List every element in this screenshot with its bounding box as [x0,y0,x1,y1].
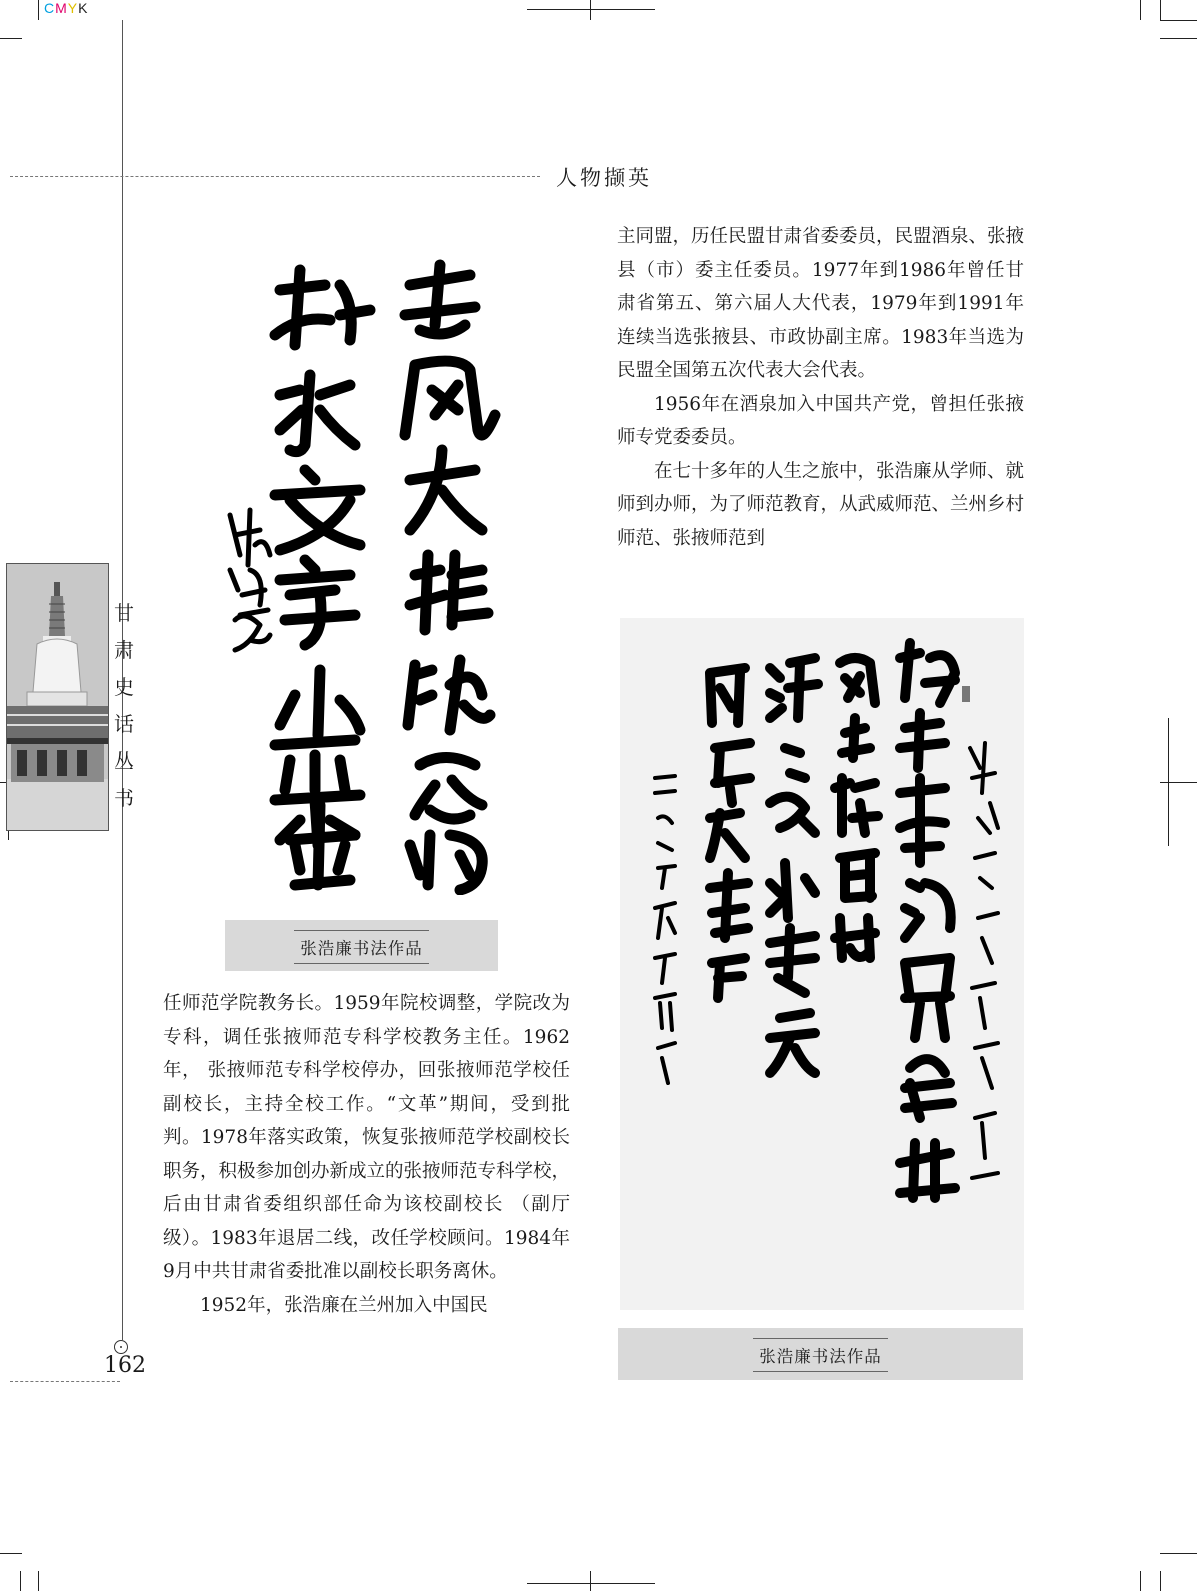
right-column-text [617,220,1024,555]
crop-mark [1160,38,1197,39]
page-number: 162 [104,1353,146,1378]
registration-mark [527,1583,655,1584]
paragraph: 1952年，张浩廉在兰州加入中国民 [200,1294,488,1316]
caption-text: 张浩廉书法作品 [294,930,429,964]
crop-mark [38,1571,39,1591]
footer-dashed-rule [10,1381,120,1382]
crop-mark [38,0,39,20]
crop-mark [1160,1553,1197,1554]
registration-mark [590,0,591,20]
registration-mark [590,1571,591,1591]
calligraphy-artwork-2 [620,618,1024,1310]
header-dashed-rule [10,176,540,177]
crop-mark [1160,0,1161,20]
paragraph: 1956年在酒泉加入中国共产党，曾担任张掖师专党委委员。 [617,393,1024,448]
crop-mark [1160,20,1197,21]
crop-mark [20,1571,21,1591]
calligraphy-artwork-1 [220,245,510,895]
series-title: 甘 肃 史 话 丛 书 [114,601,134,810]
calligraphy-caption-1 [225,920,498,971]
paragraph: 任师范学院教务长。1959年院校调整，学院改为专科，调任张掖师范专科学校教务主任。1962年， 张掖师范专科学校停办，回张掖师范学校任副校长，主持全校工作。“文革”期间，受到批判。1978年落实政策，恢复张掖师范学校副校长职务，积极参加创办新成立的张掖师范专科学校，后由甘肃省委组织部任命为该校副校长 （副厅级）。1983年退居二线，改任学校顾问。1984年9月中共甘肃省委批准以副校长职务离休。 [163,993,571,1282]
registration-mark [527,9,655,10]
crop-mark [0,1553,22,1554]
running-head: 人物撷英 [556,166,652,190]
page-number-ornament [114,1340,128,1354]
crop-mark [1160,1571,1161,1591]
calligraphy-caption-2 [618,1328,1023,1380]
crop-mark [1140,1571,1141,1591]
paragraph: 在七十多年的人生之旅中，张浩廉从学师、就师到办师，为了师范教育，从武威师范、兰州乡村师范、张掖师范到 [617,460,1025,549]
pagoda-photo [6,563,109,831]
cmyk-color-bar: CMYK [44,0,89,16]
crop-mark [1140,0,1141,20]
registration-mark [1160,782,1197,783]
caption-text: 张浩廉书法作品 [753,1338,888,1372]
left-column-text [163,987,570,1322]
crop-mark [0,38,22,39]
paragraph: 主同盟，历任民盟甘肃省委委员，民盟酒泉、张掖县（市）委主任委员。1977年到1986年曾任甘肃省第五、第六届人大代表，1979年到1991年连续当选张掖县、市政协副主席。1983年当选为民盟全国第五次代表大会代表。 [617,226,1025,381]
